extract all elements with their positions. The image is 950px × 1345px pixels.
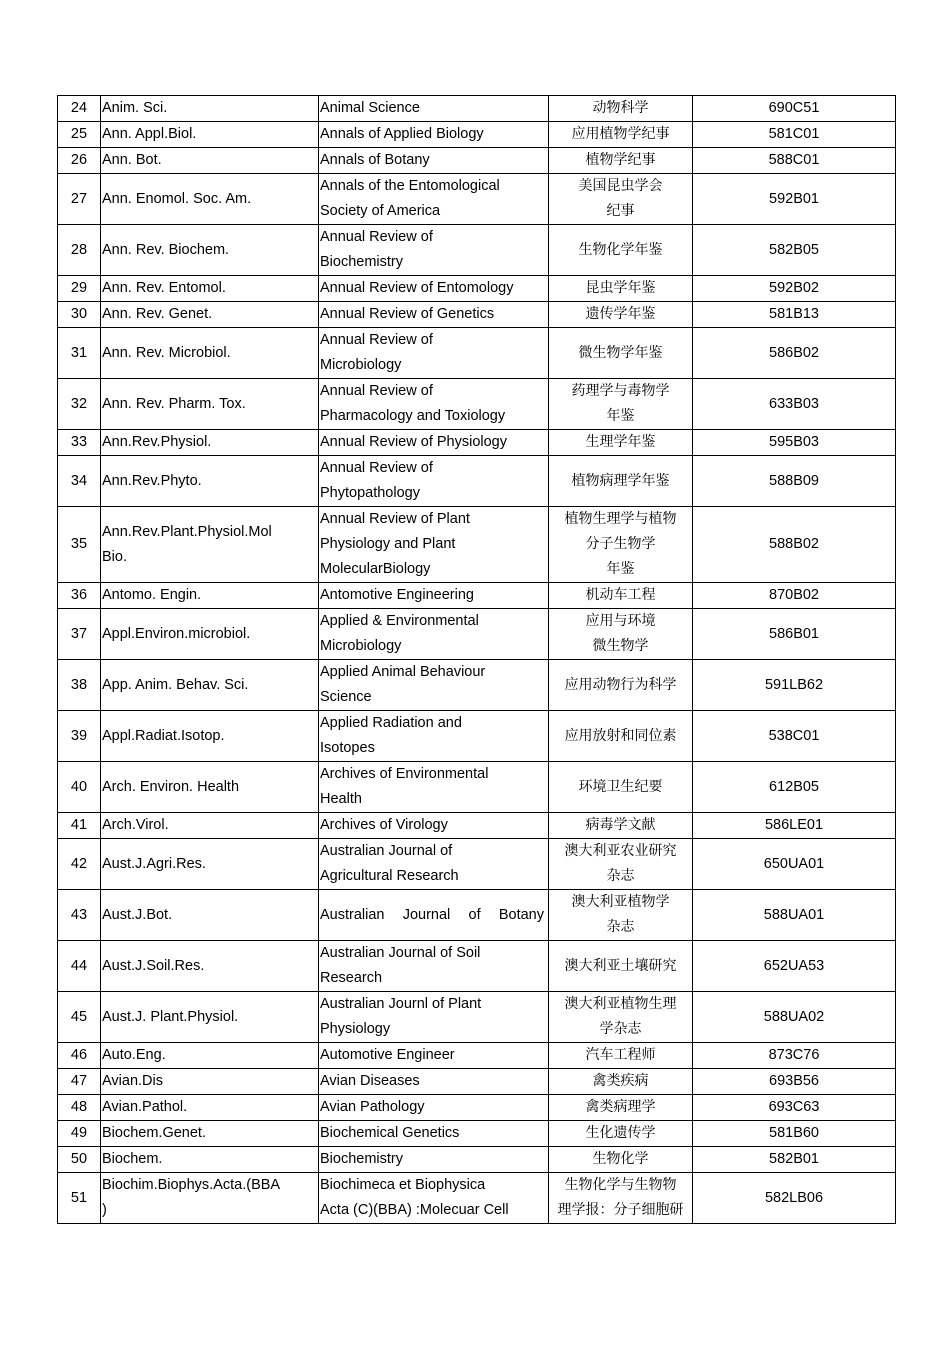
cell-code: 538C01: [693, 711, 896, 762]
cell-full-line: Microbiology: [320, 357, 402, 373]
cell-num: 31: [58, 328, 101, 379]
cell-abbr: [101, 379, 319, 430]
cell-cn: [549, 225, 693, 276]
cell-full: [319, 711, 549, 762]
cell-code: 581C01: [693, 122, 896, 148]
cell-num: 32: [58, 379, 101, 430]
cell-full: [319, 1147, 549, 1173]
cell-cn: [549, 148, 693, 174]
table-row: [58, 148, 896, 174]
cell-abbr-line: Arch. Environ. Health: [102, 778, 240, 795]
cell-full-line: Annual Review of Entomology: [320, 280, 514, 296]
cell-full-line: Annual Review of: [320, 383, 433, 399]
cell-abbr: [101, 225, 319, 276]
cell-abbr: [101, 762, 319, 813]
cell-num: 50: [58, 1147, 101, 1173]
cell-cn-line: 药理学与毒物学: [571, 383, 670, 399]
cell-full: [319, 583, 549, 609]
cell-abbr-line: Ann. Enomol. Soc. Am.: [102, 190, 252, 207]
cell-abbr-line: Aust.J.Bot.: [102, 906, 173, 923]
cell-full-line: Avian Diseases: [320, 1073, 420, 1089]
cell-cn-line: 生理学年鉴: [585, 434, 656, 450]
cell-full-line: Avian Pathology: [320, 1099, 425, 1115]
cell-num: 37: [58, 609, 101, 660]
cell-cn: [549, 609, 693, 660]
cell-full-line: Science: [320, 689, 372, 705]
cell-full: [319, 379, 549, 430]
cell-code: 595B03: [693, 430, 896, 456]
cell-full-line: Animal Science: [320, 100, 420, 116]
cell-cn: [549, 507, 693, 583]
cell-num: 28: [58, 225, 101, 276]
cell-full-line: Physiology and Plant: [320, 536, 456, 552]
cell-cn-line: 应用放射和同位素: [564, 727, 677, 744]
cell-cn-line: 禽类疾病: [592, 1073, 649, 1089]
cell-num: 34: [58, 456, 101, 507]
cell-full: [319, 1173, 549, 1224]
cell-abbr-line: ): [102, 1202, 107, 1218]
cell-cn: [549, 762, 693, 813]
cell-cn: [549, 1069, 693, 1095]
table-row: [58, 96, 896, 122]
cell-abbr-line: Aust.J. Plant.Physiol.: [102, 1008, 239, 1025]
table-row: [58, 941, 896, 992]
cell-code: 588B02: [693, 507, 896, 583]
cell-abbr-line: Ann. Appl.Biol.: [102, 126, 197, 142]
cell-full: [319, 148, 549, 174]
cell-full: [319, 328, 549, 379]
cell-abbr-line: Antomo. Engin.: [102, 587, 202, 603]
cell-abbr: [101, 328, 319, 379]
cell-num: 24: [58, 96, 101, 122]
cell-full-line: Microbiology: [320, 638, 402, 654]
cell-cn: [549, 1173, 693, 1224]
cell-full-line: Phytopathology: [320, 485, 420, 501]
cell-full-line: Society of America: [320, 203, 441, 219]
cell-abbr: [101, 96, 319, 122]
cell-full: [319, 276, 549, 302]
cell-abbr-line: Appl.Environ.microbiol.: [102, 625, 251, 642]
table-row: [58, 507, 896, 583]
table-row: [58, 762, 896, 813]
cell-code: 586LE01: [693, 813, 896, 839]
cell-full-line: Isotopes: [320, 740, 375, 756]
cell-abbr-line: Ann. Rev. Entomol.: [102, 280, 226, 296]
cell-full-line: Biochimeca et Biophysica: [320, 1177, 486, 1193]
cell-num: 38: [58, 660, 101, 711]
cell-abbr-line: Ann. Rev. Pharm. Tox.: [102, 395, 246, 412]
cell-full-line: Annual Review of Plant: [320, 511, 470, 527]
cell-num: 40: [58, 762, 101, 813]
cell-num: 47: [58, 1069, 101, 1095]
cell-code: 581B13: [693, 302, 896, 328]
cell-full-line: Agricultural Research: [320, 868, 459, 884]
cell-code: 612B05: [693, 762, 896, 813]
cell-abbr-line: Avian.Dis: [102, 1073, 163, 1089]
cell-cn-line: 遗传学年鉴: [585, 306, 656, 322]
cell-num: 33: [58, 430, 101, 456]
cell-full: [319, 762, 549, 813]
cell-full: [319, 174, 549, 225]
cell-full: [319, 839, 549, 890]
cell-code: 870B02: [693, 583, 896, 609]
cell-abbr: [101, 1147, 319, 1173]
table-row: [58, 276, 896, 302]
cell-full-line: Annals of Applied Biology: [320, 126, 484, 142]
cell-cn: [549, 122, 693, 148]
table-row: [58, 1043, 896, 1069]
cell-full: [319, 456, 549, 507]
cell-full-line: Antomotive Engineering: [320, 587, 474, 603]
cell-num: 45: [58, 992, 101, 1043]
cell-full: [319, 941, 549, 992]
cell-abbr: [101, 941, 319, 992]
cell-abbr-line: Biochim.Biophys.Acta.(BBA: [102, 1177, 281, 1193]
cell-cn-line: 植物病理学年鉴: [571, 472, 670, 489]
cell-code: 582B01: [693, 1147, 896, 1173]
cell-full-line: Biochemistry: [320, 1151, 403, 1167]
cell-cn: [549, 583, 693, 609]
cell-cn: [549, 941, 693, 992]
cell-cn-line: 微生物学: [592, 638, 649, 654]
cell-cn: [549, 660, 693, 711]
table-row: [58, 328, 896, 379]
cell-full: [319, 1043, 549, 1069]
cell-abbr: [101, 174, 319, 225]
cell-abbr: [101, 430, 319, 456]
cell-abbr-line: Ann. Rev. Biochem.: [102, 241, 230, 258]
cell-cn: [549, 276, 693, 302]
cell-cn-line: 禽类病理学: [585, 1099, 656, 1115]
cell-num: 42: [58, 839, 101, 890]
cell-full: [319, 430, 549, 456]
cell-cn-line: 澳大利亚农业研究: [564, 843, 677, 859]
cell-cn: [549, 890, 693, 941]
cell-num: 26: [58, 148, 101, 174]
cell-cn-line: 昆虫学年鉴: [585, 280, 656, 296]
cell-cn-line: 植物生理学与植物: [564, 511, 677, 527]
cell-full-line: Australian Journal of: [320, 843, 453, 859]
cell-code: 592B01: [693, 174, 896, 225]
cell-full-line: Applied Animal Behaviour: [320, 664, 486, 680]
cell-abbr-line: Ann.Rev.Phyto.: [102, 472, 202, 489]
cell-full-line: Australian Journal of Botany: [320, 906, 544, 923]
cell-cn: [549, 1147, 693, 1173]
cell-cn-line: 生化遗传学: [585, 1125, 656, 1141]
cell-cn-line: 澳大利亚土壤研究: [564, 957, 677, 974]
cell-cn: [549, 1121, 693, 1147]
cell-full-line: Automotive Engineer: [320, 1047, 455, 1063]
table-row: [58, 225, 896, 276]
cell-abbr-line: Aust.J.Agri.Res.: [102, 855, 206, 872]
table-row: [58, 1147, 896, 1173]
cell-abbr: [101, 583, 319, 609]
table-row: [58, 379, 896, 430]
cell-num: 49: [58, 1121, 101, 1147]
cell-code: 581B60: [693, 1121, 896, 1147]
cell-abbr: [101, 711, 319, 762]
cell-code: 592B02: [693, 276, 896, 302]
cell-num: 41: [58, 813, 101, 839]
cell-num: 39: [58, 711, 101, 762]
cell-full: [319, 890, 549, 941]
cell-abbr: [101, 1095, 319, 1121]
cell-cn-line: 杂志: [606, 868, 635, 884]
table-row: [58, 890, 896, 941]
cell-num: 35: [58, 507, 101, 583]
table-row: [58, 992, 896, 1043]
cell-cn-line: 环境卫生纪要: [578, 778, 663, 795]
cell-abbr: [101, 1043, 319, 1069]
table-row: [58, 430, 896, 456]
cell-full-line: Australian Journal of Soil: [320, 945, 481, 961]
cell-full: [319, 813, 549, 839]
table-row: [58, 583, 896, 609]
table-row: [58, 1095, 896, 1121]
cell-num: 36: [58, 583, 101, 609]
cell-code: 588UA02: [693, 992, 896, 1043]
cell-code: 633B03: [693, 379, 896, 430]
cell-cn-line: 动物科学: [592, 100, 649, 116]
cell-full: [319, 609, 549, 660]
table-row: [58, 839, 896, 890]
cell-abbr: [101, 890, 319, 941]
journal-table-body: [58, 96, 896, 1224]
cell-cn: [549, 302, 693, 328]
cell-abbr-line: Anim. Sci.: [102, 100, 168, 116]
cell-full-line: Annals of the Entomological: [320, 178, 500, 194]
cell-code: 873C76: [693, 1043, 896, 1069]
cell-cn-line: 植物学纪事: [585, 152, 656, 168]
cell-cn-line: 生物化学与生物物: [564, 1177, 677, 1193]
cell-code: 652UA53: [693, 941, 896, 992]
cell-num: 51: [58, 1173, 101, 1224]
cell-full-line: Applied Radiation and: [320, 715, 462, 731]
cell-full-line: Research: [320, 970, 383, 986]
cell-abbr-line: Bio.: [102, 548, 127, 565]
table-row: [58, 302, 896, 328]
cell-cn-line: 生物化学: [592, 1151, 649, 1167]
cell-abbr-line: Arch.Virol.: [102, 817, 169, 833]
cell-num: 29: [58, 276, 101, 302]
cell-cn-line: 应用与环境: [585, 613, 656, 629]
cell-abbr: [101, 1173, 319, 1224]
cell-cn-line: 应用动物行为科学: [564, 676, 677, 693]
cell-cn-line: 美国昆虫学会: [578, 178, 663, 194]
cell-cn-line: 病毒学文献: [585, 817, 656, 833]
cell-abbr-line: Appl.Radiat.Isotop.: [102, 727, 225, 744]
cell-abbr: [101, 507, 319, 583]
cell-abbr-line: Biochem.Genet.: [102, 1125, 206, 1141]
cell-cn: [549, 456, 693, 507]
cell-cn: [549, 839, 693, 890]
cell-abbr: [101, 992, 319, 1043]
cell-code: 582LB06: [693, 1173, 896, 1224]
cell-full: [319, 507, 549, 583]
cell-full: [319, 1069, 549, 1095]
cell-cn-line: 学杂志: [599, 1021, 642, 1037]
cell-abbr: [101, 813, 319, 839]
cell-code: 650UA01: [693, 839, 896, 890]
table-row: [58, 122, 896, 148]
cell-cn: [549, 174, 693, 225]
cell-abbr-line: Ann. Rev. Microbiol.: [102, 344, 231, 361]
cell-num: 48: [58, 1095, 101, 1121]
cell-cn-line: 澳大利亚植物学: [571, 894, 670, 910]
cell-abbr: [101, 122, 319, 148]
table-row: [58, 1121, 896, 1147]
cell-abbr-line: Aust.J.Soil.Res.: [102, 957, 205, 974]
cell-abbr-line: Ann. Bot.: [102, 152, 162, 168]
cell-code: 690C51: [693, 96, 896, 122]
cell-abbr-line: App. Anim. Behav. Sci.: [102, 676, 249, 693]
cell-abbr: [101, 456, 319, 507]
cell-abbr-line: Ann. Rev. Genet.: [102, 306, 213, 322]
cell-cn: [549, 1043, 693, 1069]
cell-full-line: Annual Review of: [320, 229, 433, 245]
cell-full-line: Australian Journl of Plant: [320, 996, 482, 1012]
cell-code: 591LB62: [693, 660, 896, 711]
cell-code: 586B01: [693, 609, 896, 660]
cell-full-line: Biochemical Genetics: [320, 1125, 460, 1141]
cell-full-line: Annals of Botany: [320, 152, 430, 168]
cell-full: [319, 122, 549, 148]
cell-cn-line: 澳大利亚植物生理: [564, 996, 677, 1012]
cell-full-line: Annual Review of Physiology: [320, 434, 507, 450]
cell-abbr: [101, 302, 319, 328]
cell-cn-line: 应用植物学纪事: [571, 126, 670, 142]
cell-abbr-line: Auto.Eng.: [102, 1047, 166, 1063]
table-row: [58, 660, 896, 711]
cell-cn-line: 生物化学年鉴: [578, 241, 663, 258]
cell-cn: [549, 813, 693, 839]
cell-abbr: [101, 839, 319, 890]
cell-abbr-line: Biochem.: [102, 1151, 163, 1167]
cell-full: [319, 225, 549, 276]
cell-num: 43: [58, 890, 101, 941]
cell-cn: [549, 379, 693, 430]
cell-code: 588UA01: [693, 890, 896, 941]
table-row: [58, 711, 896, 762]
cell-cn-line: 理学报：分子细胞研: [557, 1202, 684, 1218]
cell-cn: [549, 328, 693, 379]
cell-abbr-line: Avian.Pathol.: [102, 1099, 188, 1115]
journal-table: [57, 95, 896, 1224]
cell-full-line: Acta (C)(BBA) :Molecuar Cell: [320, 1202, 509, 1218]
cell-abbr: [101, 660, 319, 711]
cell-full: [319, 96, 549, 122]
cell-code: 588C01: [693, 148, 896, 174]
cell-full-line: Annual Review of Genetics: [320, 306, 495, 322]
cell-full-line: Physiology: [320, 1021, 391, 1037]
cell-full-line: Pharmacology and Toxiology: [320, 408, 506, 424]
cell-full-line: MolecularBiology: [320, 561, 431, 577]
cell-abbr-line: Ann.Rev.Physiol.: [102, 434, 212, 450]
cell-code: 693B56: [693, 1069, 896, 1095]
cell-cn-line: 机动车工程: [585, 587, 656, 603]
cell-full-line: Annual Review of: [320, 332, 433, 348]
table-row: [58, 456, 896, 507]
cell-full-line: Annual Review of: [320, 460, 433, 476]
cell-full: [319, 1095, 549, 1121]
cell-abbr-line: Ann.Rev.Plant.Physiol.Mol: [102, 523, 272, 540]
table-row: [58, 174, 896, 225]
cell-code: 588B09: [693, 456, 896, 507]
cell-full-line: Archives of Environmental: [320, 766, 489, 782]
cell-abbr: [101, 148, 319, 174]
cell-abbr: [101, 1069, 319, 1095]
table-row: [58, 1173, 896, 1224]
cell-full-line: Biochemistry: [320, 254, 403, 270]
cell-full-line: Applied & Environmental: [320, 613, 479, 629]
cell-cn-line: 纪事: [606, 203, 635, 219]
cell-num: 27: [58, 174, 101, 225]
cell-full: [319, 1121, 549, 1147]
cell-code: 582B05: [693, 225, 896, 276]
cell-cn: [549, 1095, 693, 1121]
cell-cn: [549, 992, 693, 1043]
cell-num: 44: [58, 941, 101, 992]
cell-abbr: [101, 276, 319, 302]
cell-cn-line: 杂志: [606, 919, 635, 935]
cell-cn: [549, 430, 693, 456]
cell-cn-line: 年鉴: [606, 561, 635, 577]
table-row: [58, 813, 896, 839]
cell-cn: [549, 711, 693, 762]
cell-cn-line: 年鉴: [606, 408, 635, 424]
cell-code: 586B02: [693, 328, 896, 379]
cell-abbr: [101, 609, 319, 660]
cell-full-line: Health: [320, 791, 362, 807]
cell-abbr: [101, 1121, 319, 1147]
cell-full: [319, 660, 549, 711]
cell-full-line: Archives of Virology: [320, 817, 448, 833]
cell-full: [319, 302, 549, 328]
cell-num: 46: [58, 1043, 101, 1069]
cell-cn-line: 分子生物学: [585, 536, 656, 552]
table-row: [58, 1069, 896, 1095]
table-row: [58, 609, 896, 660]
cell-cn-line: 汽车工程师: [585, 1047, 656, 1063]
cell-cn: [549, 96, 693, 122]
cell-num: 25: [58, 122, 101, 148]
cell-cn-line: 微生物学年鉴: [578, 344, 663, 361]
cell-code: 693C63: [693, 1095, 896, 1121]
cell-num: 30: [58, 302, 101, 328]
cell-full: [319, 992, 549, 1043]
